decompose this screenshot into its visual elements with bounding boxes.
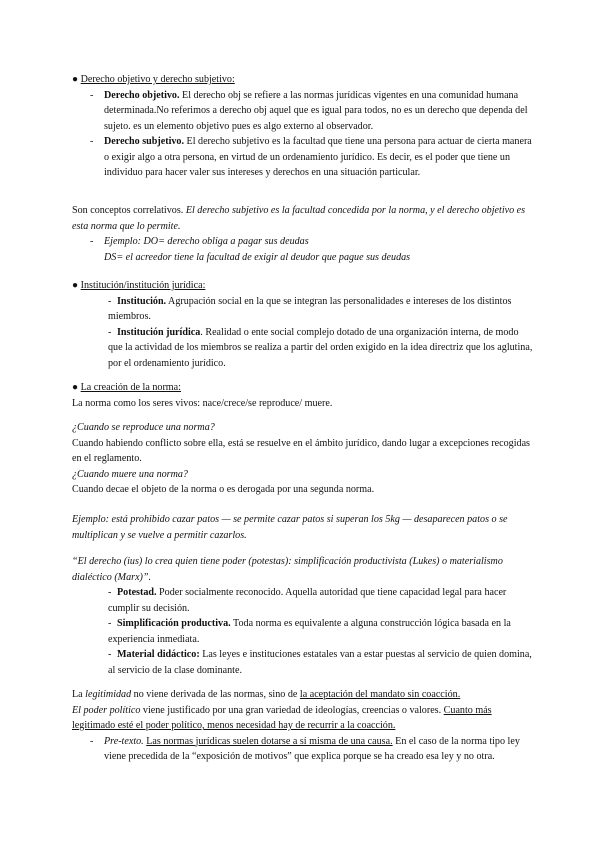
list-item: - Derecho subjetivo. El derecho subjetivo es la facultad que tiene una persona para actuar de cierta manera o exigir algo a otra persona, en virtud de un ordenamiento jurídico. Es decir, es el poder que tiene un individuo para hacer valer sus intereses y derechos en una situación particular. — [90, 136, 532, 178]
list-item: - Derecho objetivo. El derecho obj se refiere a las normas jurídicas vigentes en una comunidad humana determinada.No referimos a derecho obj aquel que es igual para todos, no es un derecho que dependa del sujeto. es un elemento objetivo pues es algo externo al observador. — [90, 89, 528, 132]
section-heading: ● Derecho objetivo y derecho subjetivo: — [72, 74, 235, 85]
quote: “El derecho (ius) lo crea quien tiene poder (potestas): simplificación productivista (Lukes) o materialismo dialéctico (Marx)”. — [72, 556, 503, 583]
section-institucion — [72, 278, 534, 371]
question: ¿Cuando se reproduce una norma? — [72, 422, 215, 433]
paragraph: La norma como los seres vivos: nace/crece/se reproduce/ muere. — [72, 397, 333, 409]
section-creacion — [72, 380, 534, 498]
paragraph: Son conceptos correlativos. El derecho subjetivo es la facultad concedida por la norma, y el derecho objetivo es esta norma que lo permite. — [72, 205, 526, 232]
section-heading: ● Institución/institución jurídica: — [72, 280, 206, 291]
section-legitimidad — [72, 687, 534, 765]
example-paragraph: Ejemplo: está prohibido cazar patos — se permite cazar patos si superan los 5kg — desaparecen patos o se multiplican y se vuelve a permitir cazarlos. — [72, 514, 508, 541]
paragraph: El poder político viene justificado por una gran variedad de ideologías, creencias o valores. Cuanto más legitimado esté el poder político, menos necesidad hay de recurrir a la coacción. — [72, 704, 492, 731]
section-heading: ● La creación de la norma: — [72, 382, 181, 393]
list-item: - Simplificación productiva. Toda norma es equivalente a alguna construcción lógica basada en la experiencia inmediata. — [108, 618, 511, 645]
list-item: - Material didáctico: Las leyes e instituciones estatales van a estar puestas al servicio de quien domina, al servicio de la clase dominante. — [108, 649, 532, 676]
section-derecho — [72, 72, 534, 181]
list-item: - Institución jurídica. Realidad o ente social complejo dotado de una organización interna, de modo que la actividad de los miembros se realiza a partir del orden exigido en la idea directriz que los aglutina, por el ordenamiento jurídico. — [108, 326, 533, 369]
list-item: - Potestad. Poder socialmente reconocido. Aquella autoridad que tiene capacidad legal para hacer cumplir su decisión. — [108, 587, 507, 614]
paragraph: La legitimidad no viene derivada de las normas, sino de la aceptación del mandato sin coacción. — [72, 689, 461, 700]
section-poder — [72, 554, 534, 678]
list-item: - Pre-texto. Las normas jurídicas suelen dotarse a sí misma de una causa. En el caso de la norma tipo ley viene precedida de la “exposición de motivos” que explica porque se ha creado esa ley y no otra. — [90, 735, 520, 762]
section-correlativos — [72, 203, 534, 265]
question: ¿Cuando muere una norma? — [72, 468, 188, 480]
list-item: - Institución. Agrupación social en la que se integran las personalidades e intereses de los distintos miembros. — [108, 295, 512, 322]
section-ejemplo — [72, 512, 534, 543]
answer: Cuando decae el objeto de la norma o es derogada por una segunda norma. — [72, 484, 375, 495]
example-item: - Ejemplo: DO= derecho obliga a pagar sus deudas DS= el acreedor tiene la facultad de exigir al deudor que pague sus deudas — [90, 236, 411, 263]
answer: Cuando habiendo conflicto sobre ella, está se resuelve en el ámbito jurídico, dando lugar a excepciones recogidas en el reglamento. — [72, 437, 530, 464]
